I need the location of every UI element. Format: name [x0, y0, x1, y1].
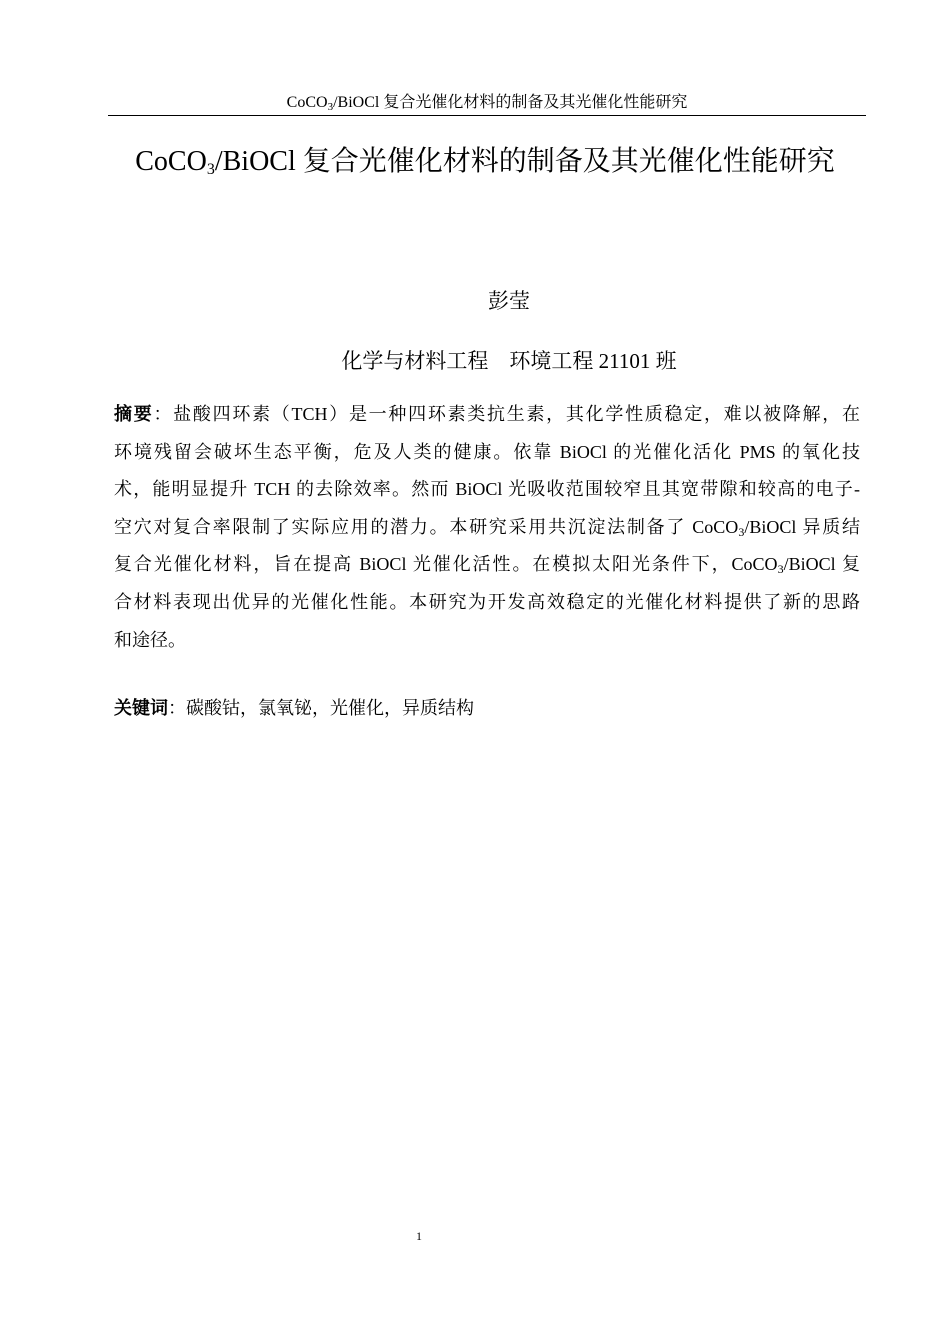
- abstract-text: 空穴对复合率限制了实际应用的潜力。本研究采用共沉淀法制备了 CoCO: [114, 516, 739, 537]
- abstract: [114, 396, 860, 659]
- header-text-pre: CoCO: [286, 94, 328, 111]
- author-name: 彭莹: [488, 289, 530, 313]
- page-title: [40, 142, 930, 182]
- abstract-line: 合材料表现出优异的光催化性能。本研究为开发高效稳定的光催化材料提供了新的思路: [114, 591, 860, 612]
- abstract-line: [114, 546, 860, 584]
- header-text-post: /BiOCl 复合光催化材料的制备及其光催化性能研究: [333, 94, 688, 111]
- abstract-line: [114, 509, 860, 547]
- abstract-line: 和途径。: [114, 629, 186, 650]
- abstract-text: /BiOCl 异质结: [744, 516, 861, 537]
- abstract-line: 术，能明显提升 TCH 的去除效率。然而 BiOCl 光吸收范围较窄且其宽带隙和较高的电子-: [114, 479, 860, 500]
- keywords: [114, 690, 860, 728]
- header-text-sub: 3: [327, 101, 334, 113]
- header-rule: [108, 115, 866, 116]
- title-post: /BiOCl 复合光催化材料的制备及其光催化性能研究: [214, 146, 835, 177]
- page-number: 1: [416, 1229, 422, 1243]
- keywords-text: 碳酸钴，氯氧铋，光催化，异质结构: [186, 698, 474, 718]
- title-sub: 3: [206, 161, 215, 178]
- abstract-subscript: 3: [738, 524, 745, 539]
- abstract-text: /BiOCl 复: [783, 554, 860, 575]
- keywords-label: 关键词: [114, 698, 168, 719]
- title-pre: CoCO: [135, 146, 207, 177]
- abstract-line: [114, 396, 860, 434]
- author-affiliation: 化学与材料工程 环境工程 21101 班: [341, 349, 677, 373]
- abstract-text: 盐酸四环素（TCH）是一种四环素类抗生素，其化学性质稳定，难以被降解，在: [173, 404, 861, 424]
- abstract-text: 复合光催化材料，旨在提高 BiOCl 光催化活性。在模拟太阳光条件下，CoCO: [114, 554, 778, 575]
- abstract-label: 摘要: [114, 404, 154, 425]
- abstract-line: 环境残留会破坏生态平衡，危及人类的健康。依靠 BiOCl 的光催化活化 PMS 的氧化技: [114, 441, 860, 462]
- abstract-subscript: 3: [777, 562, 784, 577]
- keywords-colon: ：: [168, 698, 186, 718]
- abstract-colon: ：: [153, 404, 174, 424]
- running-header: [108, 93, 866, 113]
